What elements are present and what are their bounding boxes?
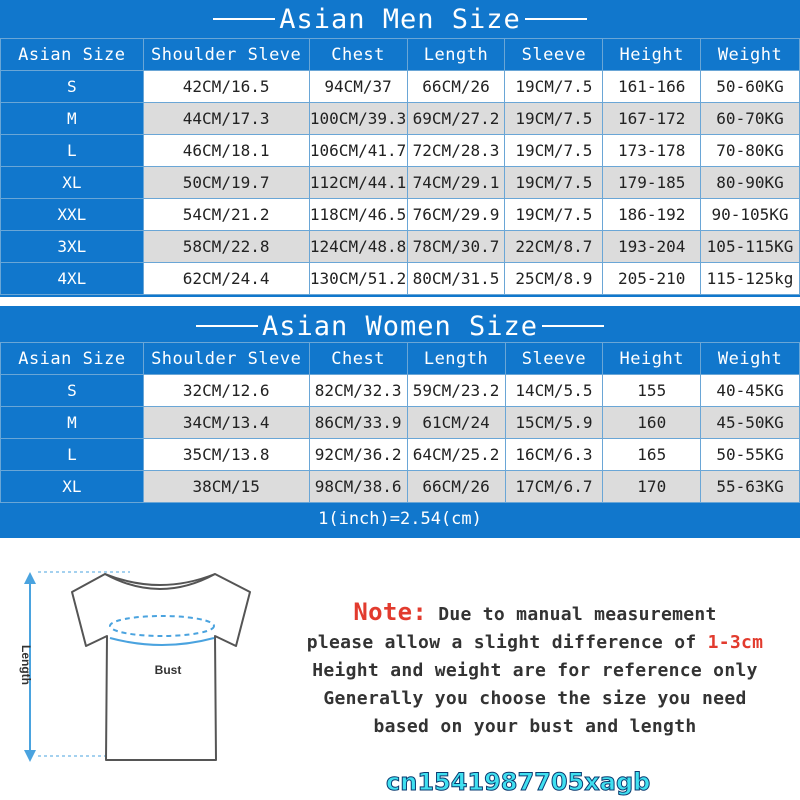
note-line-3: Height and weight are for reference only <box>312 660 758 681</box>
table-cell: 19CM/7.5 <box>505 135 603 167</box>
note-line-1 <box>270 598 800 629</box>
table-cell: 205-210 <box>603 263 701 295</box>
table-cell: 155 <box>603 375 701 407</box>
table-row <box>1 71 800 103</box>
title-dash-left <box>213 18 275 20</box>
table-cell: 45-50KG <box>701 407 800 439</box>
table-row <box>1 263 800 295</box>
title-dash-right <box>525 18 587 20</box>
table-cell: 186-192 <box>603 199 701 231</box>
table-cell: 58CM/22.8 <box>143 231 309 263</box>
table-cell: 50-55KG <box>701 439 800 471</box>
table-cell: 16CM/6.3 <box>505 439 603 471</box>
tshirt-measurement-diagram <box>10 560 260 790</box>
table-cell: 193-204 <box>603 231 701 263</box>
difference-range: 1-3cm <box>707 632 764 653</box>
size-label: M <box>1 407 144 439</box>
table-row <box>1 375 800 407</box>
size-label: 4XL <box>1 263 144 295</box>
column-header: Chest <box>309 39 407 71</box>
table-cell: 54CM/21.2 <box>143 199 309 231</box>
table-cell: 38CM/15 <box>143 471 309 503</box>
note-text-2: please allow a slight difference of <box>306 632 697 653</box>
table-cell: 32CM/12.6 <box>143 375 309 407</box>
table-cell: 66CM/26 <box>407 71 505 103</box>
table-cell: 86CM/33.9 <box>309 407 407 439</box>
women-title-bar <box>0 306 800 346</box>
table-cell: 34CM/13.4 <box>143 407 309 439</box>
table-cell: 179-185 <box>603 167 701 199</box>
table-cell: 55-63KG <box>701 471 800 503</box>
table-cell: 74CM/29.1 <box>407 167 505 199</box>
bust-label: Bust <box>154 663 182 677</box>
table-cell: 59CM/23.2 <box>407 375 505 407</box>
watermark-text: cn1541987705xagb <box>386 768 651 796</box>
table-cell: 60-70KG <box>701 103 800 135</box>
table-cell: 124CM/48.8 <box>309 231 407 263</box>
table-row <box>1 167 800 199</box>
table-cell: 22CM/8.7 <box>505 231 603 263</box>
table-cell: 130CM/51.2 <box>309 263 407 295</box>
size-label: S <box>1 71 144 103</box>
table-cell: 46CM/18.1 <box>143 135 309 167</box>
column-header: Shoulder Sleve <box>143 343 309 375</box>
table-cell: 44CM/17.3 <box>143 103 309 135</box>
title-dash-right <box>542 325 604 327</box>
table-row <box>1 439 800 471</box>
table-cell: 72CM/28.3 <box>407 135 505 167</box>
table-cell: 70-80KG <box>701 135 800 167</box>
table-cell: 115-125kg <box>701 263 800 295</box>
men-title-bar <box>0 0 800 38</box>
length-label: Length <box>19 645 33 685</box>
column-header: Asian Size <box>1 39 144 71</box>
column-header: Sleeve <box>505 39 603 71</box>
title-dash-left <box>196 325 258 327</box>
table-cell: 173-178 <box>603 135 701 167</box>
table-cell: 19CM/7.5 <box>505 199 603 231</box>
size-label: XL <box>1 471 144 503</box>
size-label: XL <box>1 167 144 199</box>
size-label: S <box>1 375 144 407</box>
table-row <box>1 135 800 167</box>
measurement-note <box>270 598 800 741</box>
note-line-4: Generally you choose the size you need <box>323 688 747 709</box>
table-cell: 35CM/13.8 <box>143 439 309 471</box>
column-header: Shoulder Sleve <box>143 39 309 71</box>
table-cell: 100CM/39.3 <box>309 103 407 135</box>
column-header: Weight <box>701 343 800 375</box>
table-cell: 105-115KG <box>701 231 800 263</box>
table-cell: 15CM/5.9 <box>505 407 603 439</box>
column-header: Height <box>603 343 701 375</box>
size-label: L <box>1 439 144 471</box>
table-cell: 160 <box>603 407 701 439</box>
men-header-row <box>1 39 800 71</box>
table-row <box>1 231 800 263</box>
table-cell: 165 <box>603 439 701 471</box>
size-label: M <box>1 103 144 135</box>
men-title: Asian Men Size <box>279 3 521 35</box>
column-header: Asian Size <box>1 343 144 375</box>
table-row <box>1 103 800 135</box>
table-cell: 170 <box>603 471 701 503</box>
table-cell: 50CM/19.7 <box>143 167 309 199</box>
table-cell: 80-90KG <box>701 167 800 199</box>
table-row <box>1 199 800 231</box>
table-cell: 78CM/30.7 <box>407 231 505 263</box>
table-row <box>1 471 800 503</box>
table-cell: 92CM/36.2 <box>309 439 407 471</box>
table-cell: 76CM/29.9 <box>407 199 505 231</box>
table-cell: 14CM/5.5 <box>505 375 603 407</box>
table-cell: 64CM/25.2 <box>407 439 505 471</box>
note-line-5: based on your bust and length <box>373 716 697 737</box>
table-cell: 19CM/7.5 <box>505 103 603 135</box>
column-header: Weight <box>701 39 800 71</box>
table-cell: 118CM/46.5 <box>309 199 407 231</box>
table-cell: 80CM/31.5 <box>407 263 505 295</box>
table-cell: 19CM/7.5 <box>505 167 603 199</box>
table-cell: 42CM/16.5 <box>143 71 309 103</box>
inch-conversion-note: 1(inch)=2.54(cm) <box>318 509 482 529</box>
table-cell: 25CM/8.9 <box>505 263 603 295</box>
table-cell: 90-105KG <box>701 199 800 231</box>
men-size-table <box>0 38 800 295</box>
table-cell: 167-172 <box>603 103 701 135</box>
table-cell: 82CM/32.3 <box>309 375 407 407</box>
column-header: Height <box>603 39 701 71</box>
table-cell: 106CM/41.7 <box>309 135 407 167</box>
table-cell: 69CM/27.2 <box>407 103 505 135</box>
column-header: Length <box>407 39 505 71</box>
table-cell: 17CM/6.7 <box>505 471 603 503</box>
women-title: Asian Women Size <box>261 310 539 342</box>
column-header: Length <box>407 343 505 375</box>
column-header: Chest <box>309 343 407 375</box>
note-line-2 <box>270 629 800 657</box>
column-header: Sleeve <box>505 343 603 375</box>
table-cell: 19CM/7.5 <box>505 71 603 103</box>
women-size-table <box>0 342 800 503</box>
size-label: 3XL <box>1 231 144 263</box>
table-cell: 161-166 <box>603 71 701 103</box>
size-label: XXL <box>1 199 144 231</box>
table-cell: 66CM/26 <box>407 471 505 503</box>
table-cell: 62CM/24.4 <box>143 263 309 295</box>
table-cell: 40-45KG <box>701 375 800 407</box>
table-cell: 50-60KG <box>701 71 800 103</box>
table-cell: 61CM/24 <box>407 407 505 439</box>
table-row <box>1 407 800 439</box>
table-cell: 94CM/37 <box>309 71 407 103</box>
women-header-row <box>1 343 800 375</box>
note-text-1: Due to manual measurement <box>438 604 717 625</box>
size-label: L <box>1 135 144 167</box>
table-cell: 112CM/44.1 <box>309 167 407 199</box>
table-cell: 98CM/38.6 <box>309 471 407 503</box>
note-label: Note: <box>353 598 428 626</box>
